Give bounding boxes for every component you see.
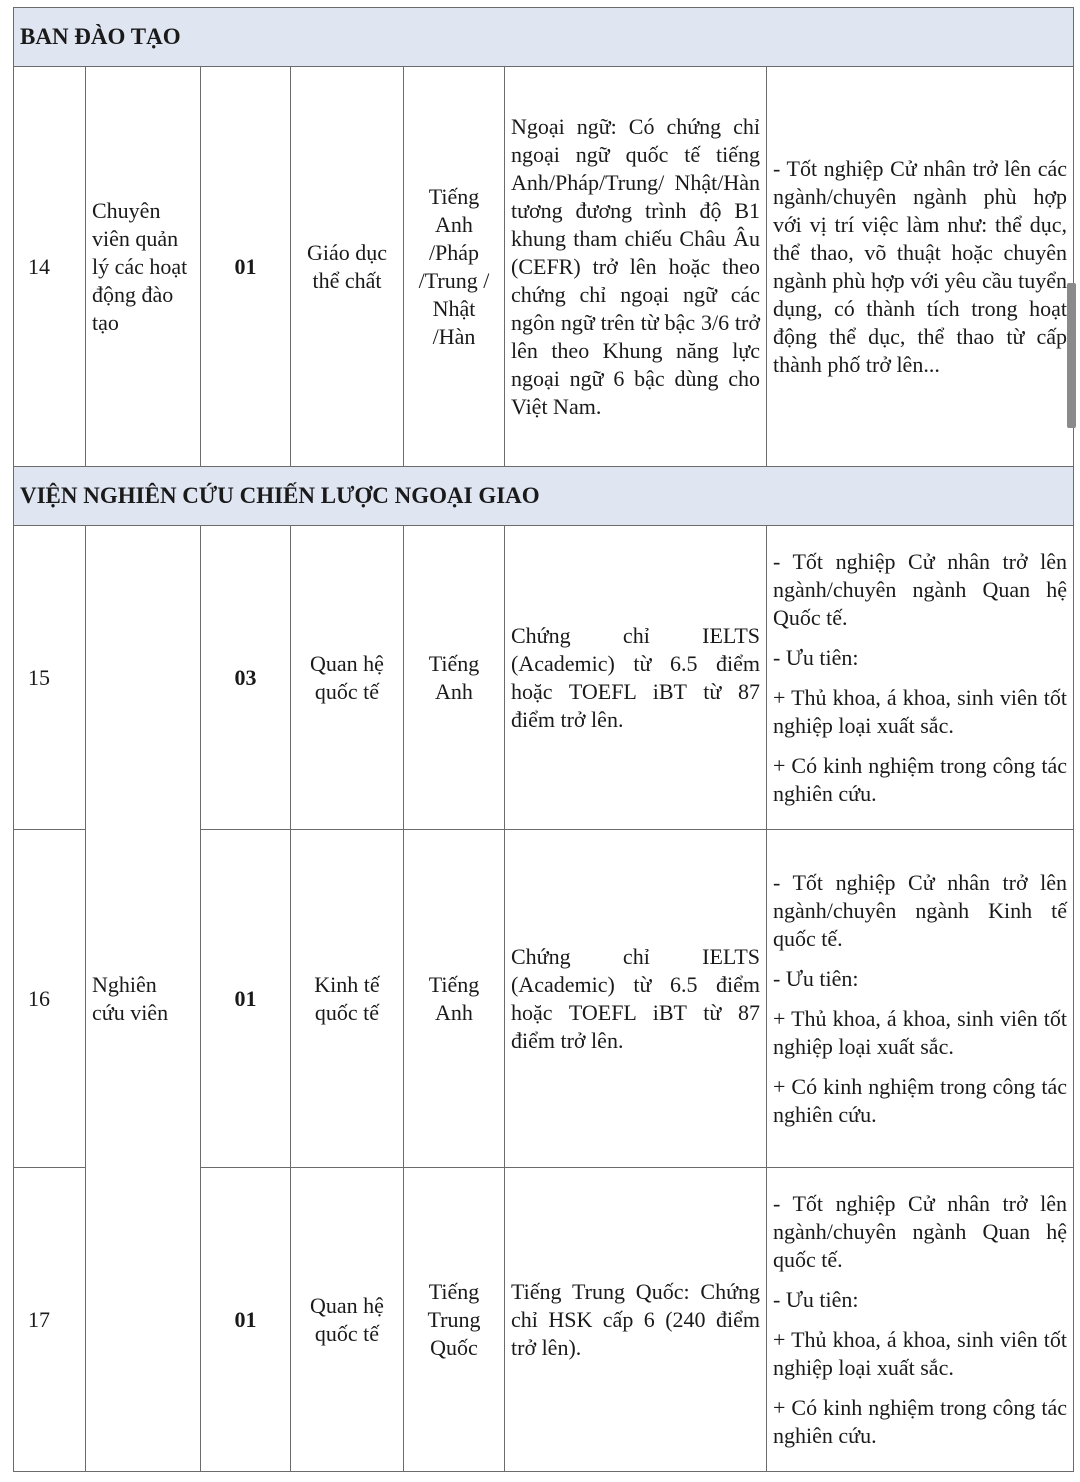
major-name: Quan hệ quốc tế <box>291 526 404 830</box>
language-requirement: Ngoại ngữ: Có chứng chỉ ngoại ngữ quốc tế tiếng Anh/Pháp/Trung/ Nhật/Hàn tương đương trình độ B1 khung tham chiếu Châu Âu (CEFR) trở lên hoặc theo chứng chỉ ngoại ngữ các ngôn ngữ trên từ bậc 3/6 trở lên theo Khung năng lực ngoại ngữ 6 bậc dùng cho Việt Nam. <box>505 67 767 467</box>
table-row <box>14 526 1074 830</box>
requirement-priority-honors: + Thủ khoa, á khoa, sinh viên tốt nghiệp loại xuất sắc. <box>773 1005 1068 1059</box>
quota-count: 03 <box>201 526 291 830</box>
major-name: Kinh tế quốc tế <box>291 830 404 1168</box>
requirement-priority-honors: + Thủ khoa, á khoa, sinh viên tốt nghiệp loại xuất sắc. <box>773 1326 1068 1380</box>
requirement-priority-label: - Ưu tiên: <box>773 965 859 991</box>
row-number: 17 <box>14 1168 86 1472</box>
section-title: BAN ĐÀO TẠO <box>14 8 1074 67</box>
language-name: Tiếng Anh /Pháp /Trung / Nhật /Hàn <box>404 67 505 467</box>
requirement-priority-honors: + Thủ khoa, á khoa, sinh viên tốt nghiệp loại xuất sắc. <box>773 684 1068 738</box>
other-requirements <box>767 1168 1074 1472</box>
requirement-degree: - Tốt nghiệp Cử nhân trở lên ngành/chuyên ngành Quan hệ quốc tế. <box>773 1190 1068 1272</box>
row-number: 15 <box>14 526 86 830</box>
table-row <box>14 67 1074 467</box>
major-name: Giáo dục thể chất <box>291 67 404 467</box>
language-requirement: Tiếng Trung Quốc: Chứng chỉ HSK cấp 6 (240 điểm trở lên). <box>505 1168 767 1472</box>
recruitment-table-page <box>13 7 1073 1472</box>
position-name: Nghiên cứu viên <box>86 526 201 1472</box>
position-name: Chuyên viên quản lý các hoạt động đào tạo <box>86 67 201 467</box>
requirement-priority-label: - Ưu tiên: <box>773 1286 859 1312</box>
language-name: Tiếng Anh <box>404 830 505 1168</box>
row-number: 16 <box>14 830 86 1168</box>
quota-count: 01 <box>201 830 291 1168</box>
language-name: Tiếng Anh <box>404 526 505 830</box>
section-title: VIỆN NGHIÊN CỨU CHIẾN LƯỢC NGOẠI GIAO <box>14 467 1074 526</box>
requirement-priority-experience: + Có kinh nghiệm trong công tác nghiên cứu. <box>773 752 1068 806</box>
row-number: 14 <box>14 67 86 467</box>
requirement-priority-label: - Ưu tiên: <box>773 644 859 670</box>
requirement-degree: - Tốt nghiệp Cử nhân trở lên ngành/chuyên ngành Kinh tế quốc tế. <box>773 869 1068 951</box>
requirement-priority-experience: + Có kinh nghiệm trong công tác nghiên cứu. <box>773 1394 1068 1448</box>
recruitment-table <box>13 7 1074 1472</box>
quota-count: 01 <box>201 67 291 467</box>
quota-count: 01 <box>201 1168 291 1472</box>
language-requirement: Chứng chỉ IELTS (Academic) từ 6.5 điểm hoặc TOEFL iBT từ 87 điểm trở lên. <box>505 830 767 1168</box>
section-header-row <box>14 467 1074 526</box>
other-requirements: - Tốt nghiệp Cử nhân trở lên các ngành/chuyên ngành phù hợp với vị trí việc làm như: thể dục, thể thao, võ thuật hoặc chuyên ngành phù hợp với yêu cầu tuyển dụng, có thành tích trong hoạt động thể dục, thể thao từ cấp thành phố trở lên... <box>767 67 1074 467</box>
other-requirements <box>767 830 1074 1168</box>
language-requirement: Chứng chỉ IELTS (Academic) từ 6.5 điểm hoặc TOEFL iBT từ 87 điểm trở lên. <box>505 526 767 830</box>
requirement-priority-experience: + Có kinh nghiệm trong công tác nghiên cứu. <box>773 1073 1068 1127</box>
language-name: Tiếng Trung Quốc <box>404 1168 505 1472</box>
major-name: Quan hệ quốc tế <box>291 1168 404 1472</box>
other-requirements <box>767 526 1074 830</box>
requirement-degree: - Tốt nghiệp Cử nhân trở lên ngành/chuyên ngành Quan hệ Quốc tế. <box>773 548 1068 630</box>
section-header-row <box>14 8 1074 67</box>
vertical-scrollbar[interactable] <box>1067 283 1076 428</box>
